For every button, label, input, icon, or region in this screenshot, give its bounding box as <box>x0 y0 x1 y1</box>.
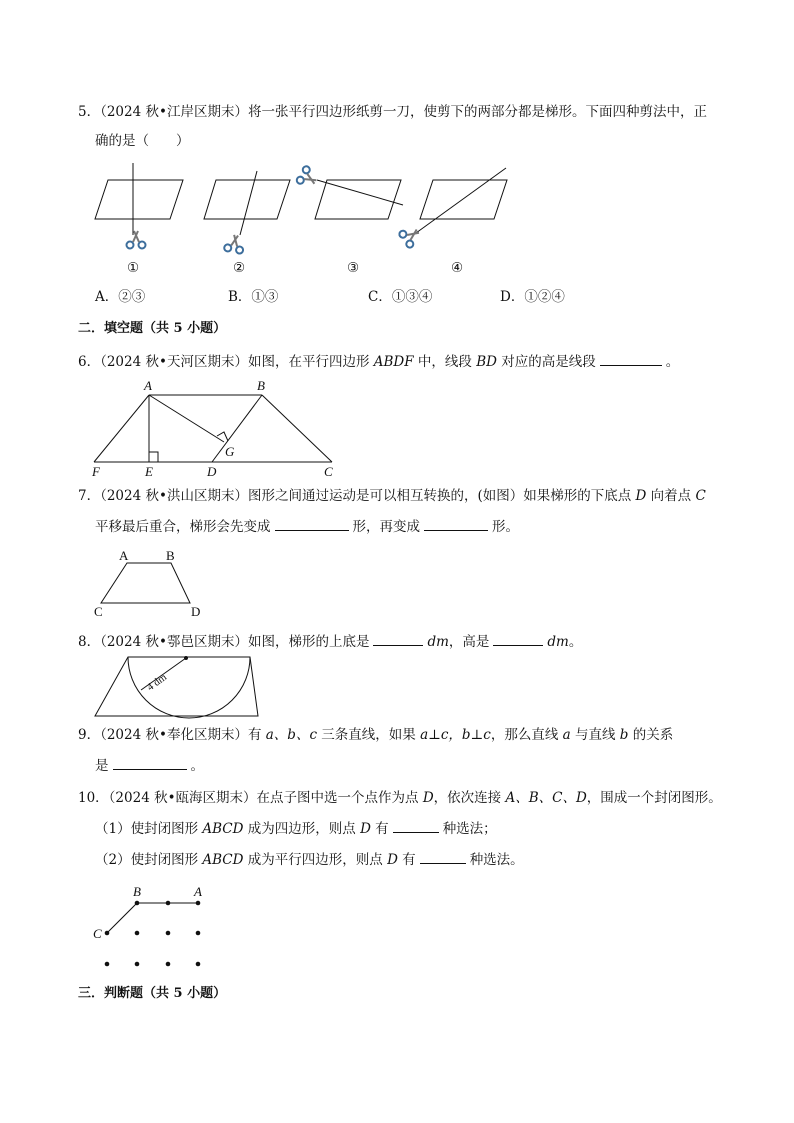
q6-label-f: F <box>92 464 100 479</box>
q10-label-a: A <box>194 884 202 899</box>
q7-label-b: B <box>166 548 175 563</box>
q9-line2: 是 。 <box>95 758 204 774</box>
q7-line2: 平移最后重合，梯形会先变成 形，再变成 形。 <box>95 519 519 535</box>
q5-figure-label-3: ③ <box>347 260 360 276</box>
q9-line1: 9．（2024 秋•奉化区期末）有 a、b、c 三条直线，如果 a⊥c，b⊥c，那么直线 a 与直线 b 的关系 <box>78 727 674 743</box>
q5-figure-label-2: ② <box>233 260 246 276</box>
q5-option-a[interactable]: A．②③ <box>95 289 146 305</box>
q5-line2: 确的是（ ） <box>95 133 190 149</box>
q7-line1: 7．（2024 秋•洪山区期末）图形之间通过运动是可以相互转换的，(如图）如果梯形的下底点 D 向着点 C <box>78 488 706 504</box>
q6-label-d: D <box>207 464 217 479</box>
q5-option-d[interactable]: D．①②④ <box>500 289 565 305</box>
q6-label-e: E <box>145 464 153 479</box>
section-heading-fill-in: 二．填空题（共 5 小题） <box>78 321 227 336</box>
q6-label-b: B <box>257 378 265 393</box>
q10-sub2: （2）使封闭图形 ABCD 成为平行四边形，则点 D 有 种选法。 <box>95 852 524 868</box>
q8-text: 8．（2024 秋•鄠邑区期末）如图，梯形的上底是 dm，高是 dm。 <box>78 634 583 650</box>
q8-label-radius: 4 dm <box>145 672 169 694</box>
q6-label-g: G <box>225 444 235 459</box>
q7-label-a: A <box>119 548 129 563</box>
section-heading-judgement: 三．判断题（共 5 小题） <box>78 986 227 1001</box>
q10-label-b: B <box>133 884 141 899</box>
q5-figure-label-1: ① <box>127 260 140 276</box>
q5-option-b[interactable]: B．①③ <box>228 289 279 305</box>
q6-label-c: C <box>324 464 333 479</box>
q7-label-c: C <box>94 604 103 619</box>
q5-option-c[interactable]: C．①③④ <box>368 289 433 305</box>
q6-text: 6．（2024 秋•天河区期末）如图，在平行四边形 ABDF 中，线段 BD 对应的高是线段 。 <box>78 354 680 370</box>
q5-line1: 5．（2024 秋•江岸区期末）将一张平行四边形纸剪一刀，使剪下的两部分都是梯形。下面四种剪法中，正 <box>78 104 707 120</box>
q10-sub1: （1）使封闭图形 ABCD 成为四边形，则点 D 有 种选法； <box>95 821 497 837</box>
q5-figure-label-4: ④ <box>451 260 464 276</box>
q10-label-c: C <box>93 926 102 941</box>
q10-line1: 10．（2024 秋•瓯海区期末）在点子图中选一个点作为点 D，依次连接 A、B、C、D，围成一个封闭图形。 <box>78 790 722 806</box>
q6-label-a: A <box>144 378 152 393</box>
q7-label-d: D <box>191 604 201 619</box>
